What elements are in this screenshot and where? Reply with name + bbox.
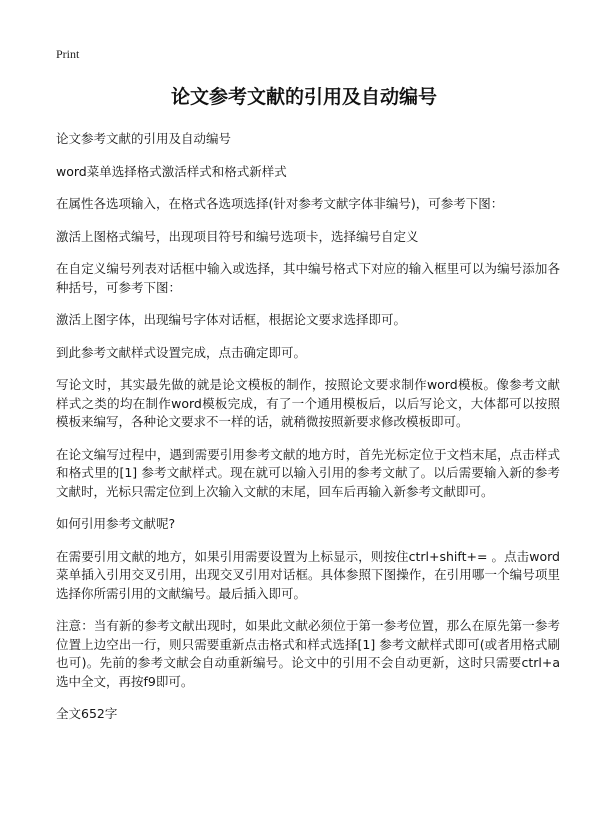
paragraph-numbering: 激活上图格式编号，出现项目符号和编号选项卡，选择编号自定义 xyxy=(56,228,419,244)
paragraph-template: 写论文时，其实最先做的就是论文模板的制作，按照论文要求制作word模板。像参考文献样式之类的均在制作word模板完成，有了一个通用模板后，以后写论文，大体都可以按照模板来编写，各种论文要求不一样的话，就稍微按照新要求修改模板即可。 xyxy=(56,377,560,429)
document-title: 论文参考文献的引用及自动编号 xyxy=(170,86,437,108)
print-label: Print xyxy=(56,47,80,61)
paragraph-how-to-cite: 如何引用参考文献呢? xyxy=(56,516,176,531)
paragraph-cross-reference: 在需要引用文献的地方，如果引用需要设置为上标显示，则按住ctrl+shift+= 。点击word菜单插入引用交叉引用，出现交叉引用对话框。具体参照下图操作，在引用哪一个编号项里选择你所需引用的文献编号。最后插入即可。 xyxy=(56,548,560,601)
paragraph-custom-list: 在自定义编号列表对话框中输入或选择，其中编号格式下对应的输入框里可以为编号添加各种括号，可参考下图： xyxy=(56,261,560,295)
paragraph-done: 到此参考文献样式设置完成，点击确定即可。 xyxy=(56,344,307,360)
paragraph-writing-process: 在论文编写过程中，遇到需要引用参考文献的地方时，首先光标定位于文档末尾，点击样式和格式里的[1] 参考文献样式。现在就可以输入引用的参考文献了。以后需要输入新的参考文献时，光标只需定位到上次输入文献的末尾，回车后再输入新参考文献即可。 xyxy=(56,446,560,499)
paragraph-word-menu: word菜单选择格式激活样式和格式新样式 xyxy=(56,163,287,179)
paragraph-font: 激活上图字体，出现编号字体对话框，根据论文要求选择即可。 xyxy=(56,312,407,327)
paragraph-subtitle: 论文参考文献的引用及自动编号 xyxy=(56,131,232,146)
word-count: 全文652字 xyxy=(56,706,118,721)
paragraph-note: 注意：当有新的参考文献出现时，如果此文献必须位于第一参考位置，那么在原先第一参考位置上边空出一行，则只需要重新点击格式和样式选择[1] 参考文献样式即可(或者用格式刷也可)。先前的参考文献会自动重新编号。论文中的引用不会自动更新，这时只需要ctrl+a选中全文，再按f9即可。 xyxy=(56,618,560,689)
paragraph-properties: 在属性各选项输入，在格式各选项选择(针对参考文献字体非编号)，可参考下图： xyxy=(56,196,504,211)
